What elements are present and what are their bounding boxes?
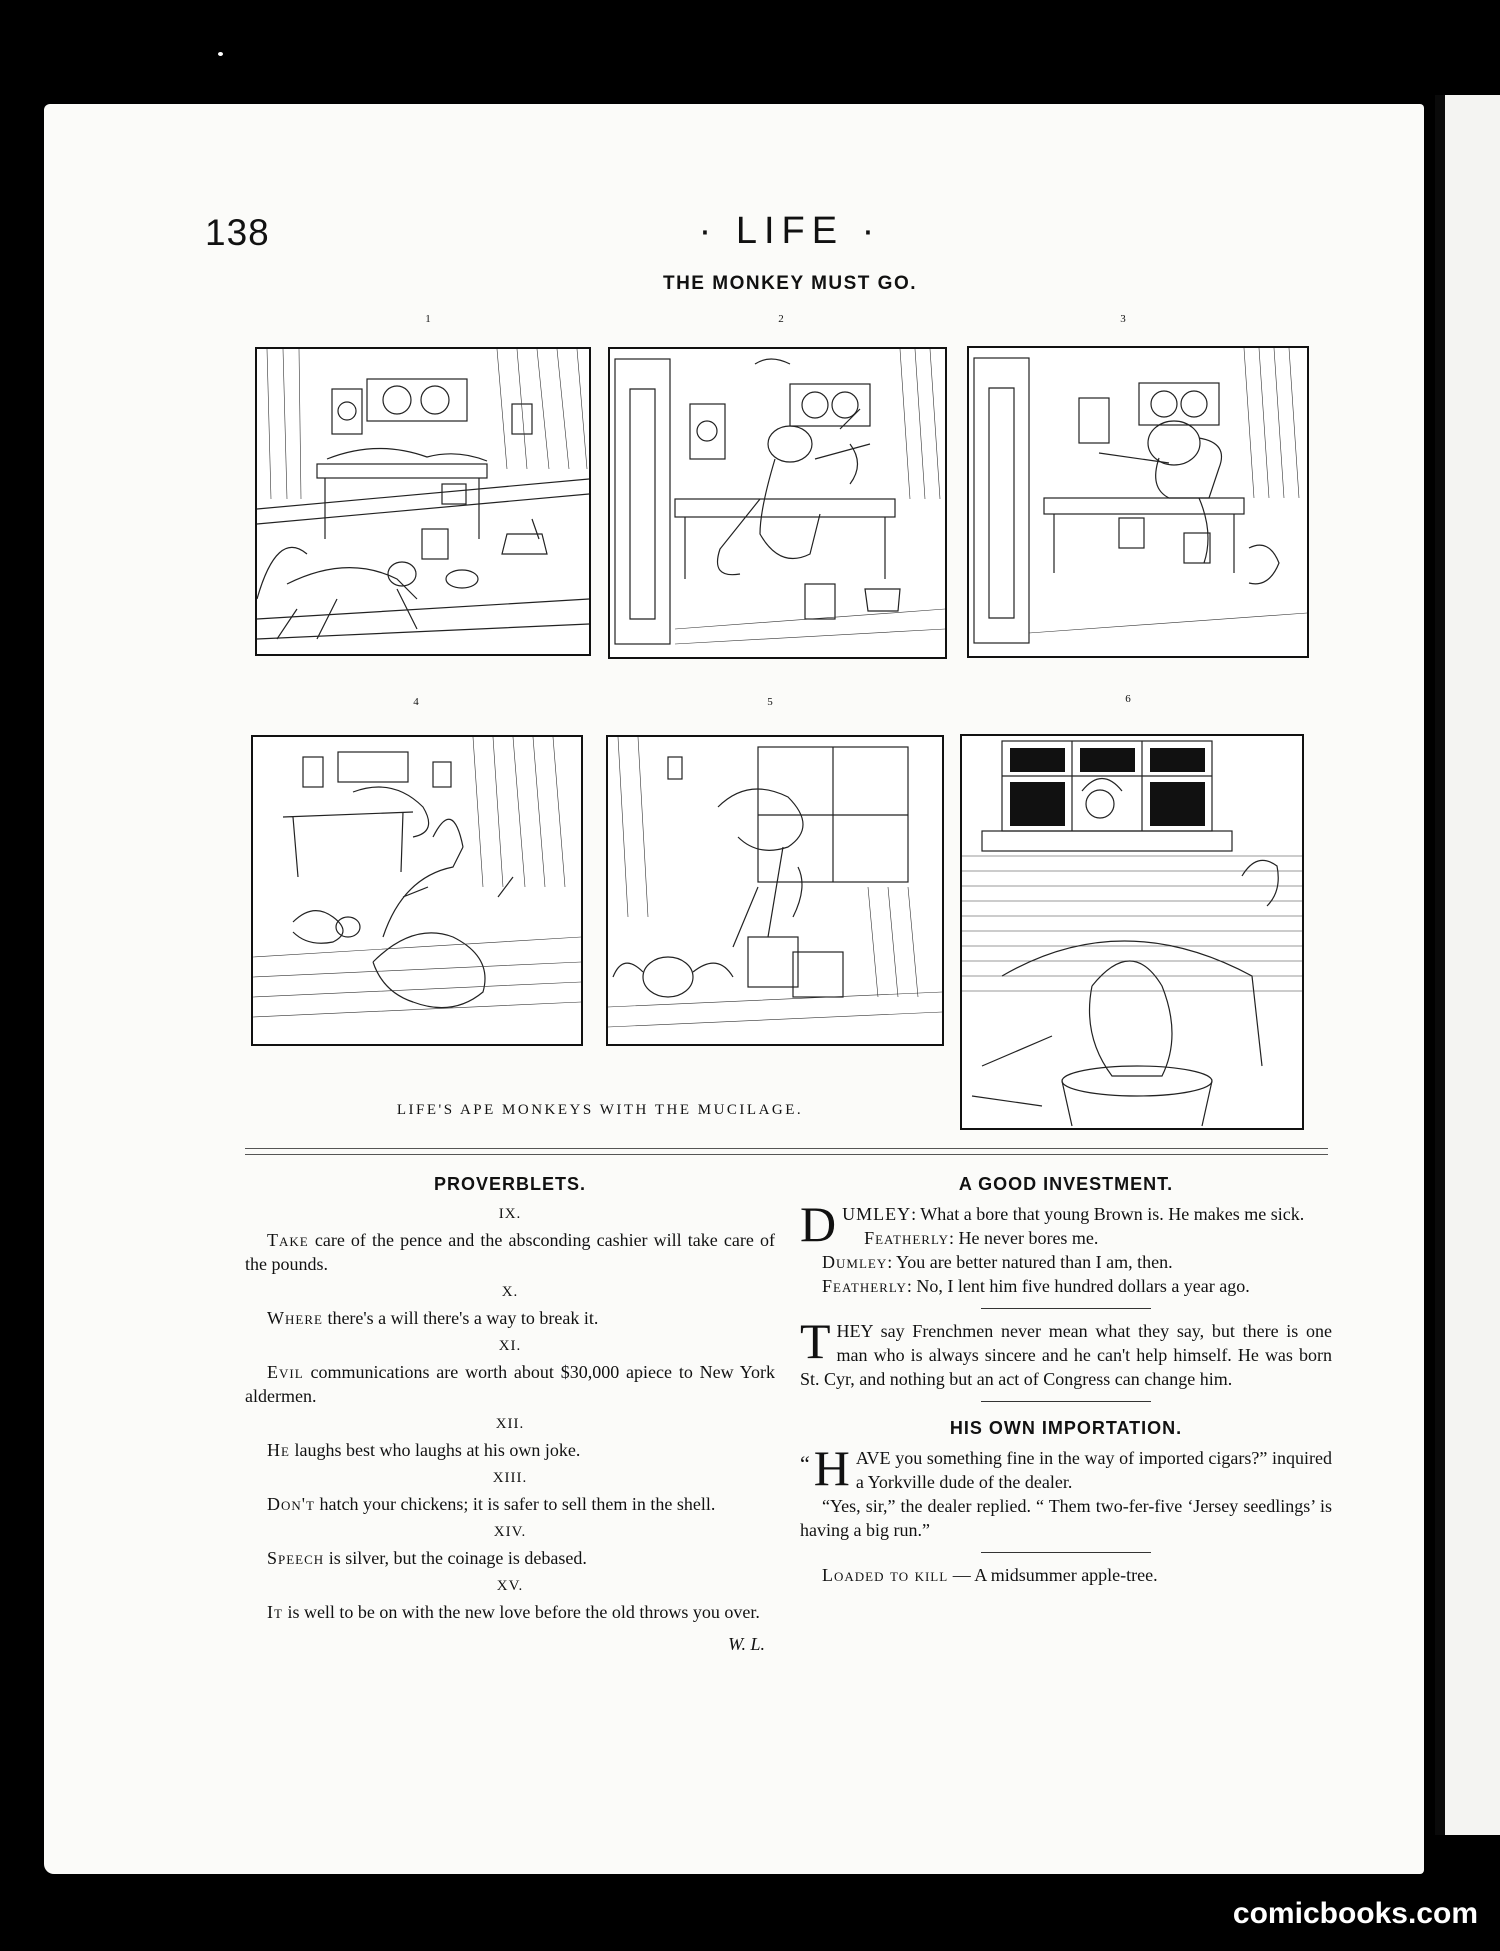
importation-paragraph <box>800 1440 1332 1496</box>
proverb-lead-word: Don't <box>267 1494 315 1514</box>
opening-line: : What a bore that young Brown is. He makes me sick. <box>911 1204 1305 1224</box>
proverb-numeral: X. <box>501 1284 519 1300</box>
proverb-text <box>245 1306 775 1330</box>
proverb-lead-word: Where <box>267 1308 323 1328</box>
proverb-body: there's a will there's a way to break it. <box>322 1308 599 1328</box>
panel-number-5: 5 <box>767 696 773 708</box>
proverb-lead-word: Evil <box>267 1362 304 1382</box>
frenchmen-paragraph <box>800 1313 1332 1391</box>
panel-number-6: 6 <box>1125 693 1131 705</box>
proverb-numeral: XIV. <box>493 1524 527 1540</box>
comic-panel-3 <box>967 346 1309 658</box>
comic-panel-4 <box>251 735 583 1046</box>
footer-joke-text: — A midsummer apple-tree. <box>948 1565 1158 1585</box>
short-rule <box>981 1308 1151 1309</box>
opening-quote: “ <box>800 1451 810 1476</box>
proverb-body: is silver, but the coinage is debased. <box>324 1548 587 1568</box>
dialog-line <box>800 1226 1332 1250</box>
proverb-lead-word: Take <box>267 1230 309 1250</box>
dialog-speaker: Featherly <box>822 1276 907 1296</box>
dialog-speaker: Dumley <box>822 1252 888 1272</box>
comic-title: THE MONKEY MUST GO. <box>662 273 918 294</box>
proverb-lead-word: It <box>267 1602 283 1622</box>
proverb-text <box>245 1600 775 1624</box>
panel-3-illustration <box>969 348 1307 656</box>
dialog-text: : He never bores me. <box>948 1228 1099 1248</box>
dialog-line <box>800 1250 1332 1274</box>
importation-title: HIS OWN IMPORTATION. <box>949 1418 1183 1438</box>
panel-2-illustration <box>610 349 945 657</box>
panel-number-3: 3 <box>1120 313 1126 325</box>
proverblets-list <box>245 1202 775 1624</box>
proverblets-title: PROVERBLETS. <box>433 1174 587 1194</box>
adjacent-page-edge <box>1435 95 1500 1835</box>
proverb-text <box>245 1438 775 1462</box>
comic-panel-2 <box>608 347 947 659</box>
panel-6-illustration <box>962 736 1302 1128</box>
proverb-lead-word: Speech <box>267 1548 325 1568</box>
proverb-text <box>245 1546 775 1570</box>
proverb-numeral: XV. <box>496 1578 524 1594</box>
proverb-body: communications are worth about $30,000 apiece to New York aldermen. <box>245 1362 775 1406</box>
proverb-text <box>245 1228 775 1276</box>
footer-joke <box>800 1563 1332 1587</box>
page-number: 138 <box>205 212 270 253</box>
dialog-speaker: Featherly <box>864 1228 949 1248</box>
dialog-line <box>800 1274 1332 1298</box>
proverb-text <box>245 1492 775 1516</box>
short-rule <box>981 1552 1151 1553</box>
right-column <box>800 1172 1332 1587</box>
panel-number-2: 2 <box>778 313 784 325</box>
panel-4-illustration <box>253 737 581 1044</box>
dialog-text: : You are better natured than I am, then. <box>887 1252 1173 1272</box>
panel-number-4: 4 <box>413 696 419 708</box>
proverb-body: is well to be on with the new love before the old throws you over. <box>282 1602 760 1622</box>
dialog-text: : No, I lent him five hundred dollars a year ago. <box>906 1276 1250 1296</box>
panel-number-1: 1 <box>425 313 431 325</box>
signature: W. L. <box>728 1634 765 1654</box>
frenchmen-text: HEY say Frenchmen never mean what they say, but there is one man who is always sincere and he can't help himself. He was born St. Cyr, and nothing but an act of Congress can change him. <box>800 1321 1332 1389</box>
comic-panel-5 <box>606 735 944 1046</box>
proverb-body: laughs best who laughs at his own joke. <box>289 1440 581 1460</box>
proverb-numeral: IX. <box>498 1206 522 1222</box>
importation-text: AVE you something fine in the way of imported cigars?” inquired a Yorkville dude of the dealer. <box>855 1448 1332 1492</box>
proverb-numeral: XI. <box>498 1338 522 1354</box>
proverb-numeral: XII. <box>495 1416 525 1432</box>
site-watermark: comicbooks.com <box>1232 1897 1478 1930</box>
drop-cap-d: D <box>800 1196 837 1252</box>
good-investment-title: A GOOD INVESTMENT. <box>958 1174 1174 1194</box>
section-divider <box>245 1148 1328 1155</box>
short-rule <box>981 1401 1151 1402</box>
panel-5-illustration <box>608 737 942 1044</box>
drop-cap-h: H <box>813 1440 850 1496</box>
panel-1-illustration <box>257 349 589 654</box>
proverb-text <box>245 1360 775 1408</box>
proverb-body: care of the pence and the absconding cashier will take care of the pounds. <box>245 1230 775 1274</box>
comic-panel-6 <box>960 734 1304 1130</box>
dialog-lines <box>800 1226 1332 1298</box>
proverb-lead-word: He <box>267 1440 290 1460</box>
drop-cap-t: T <box>800 1313 831 1369</box>
comic-caption: LIFE'S APE MONKEYS WITH THE MUCILAGE. <box>396 1102 804 1118</box>
footer-joke-lead: Loaded to kill <box>822 1565 949 1585</box>
importation-reply: “Yes, sir,” the dealer replied. “ Them two-fer-five ‘Jersey seedlings’ is having a big run.” <box>800 1496 1332 1540</box>
speaker-dumley: UMLEY <box>842 1204 912 1224</box>
proverb-body: hatch your chickens; it is safer to sell them in the shell. <box>314 1494 716 1514</box>
proverb-numeral: XIII. <box>492 1470 528 1486</box>
proverblets-column <box>245 1172 775 1656</box>
comic-panel-1 <box>255 347 591 656</box>
masthead-life: · LIFE · <box>698 210 882 252</box>
